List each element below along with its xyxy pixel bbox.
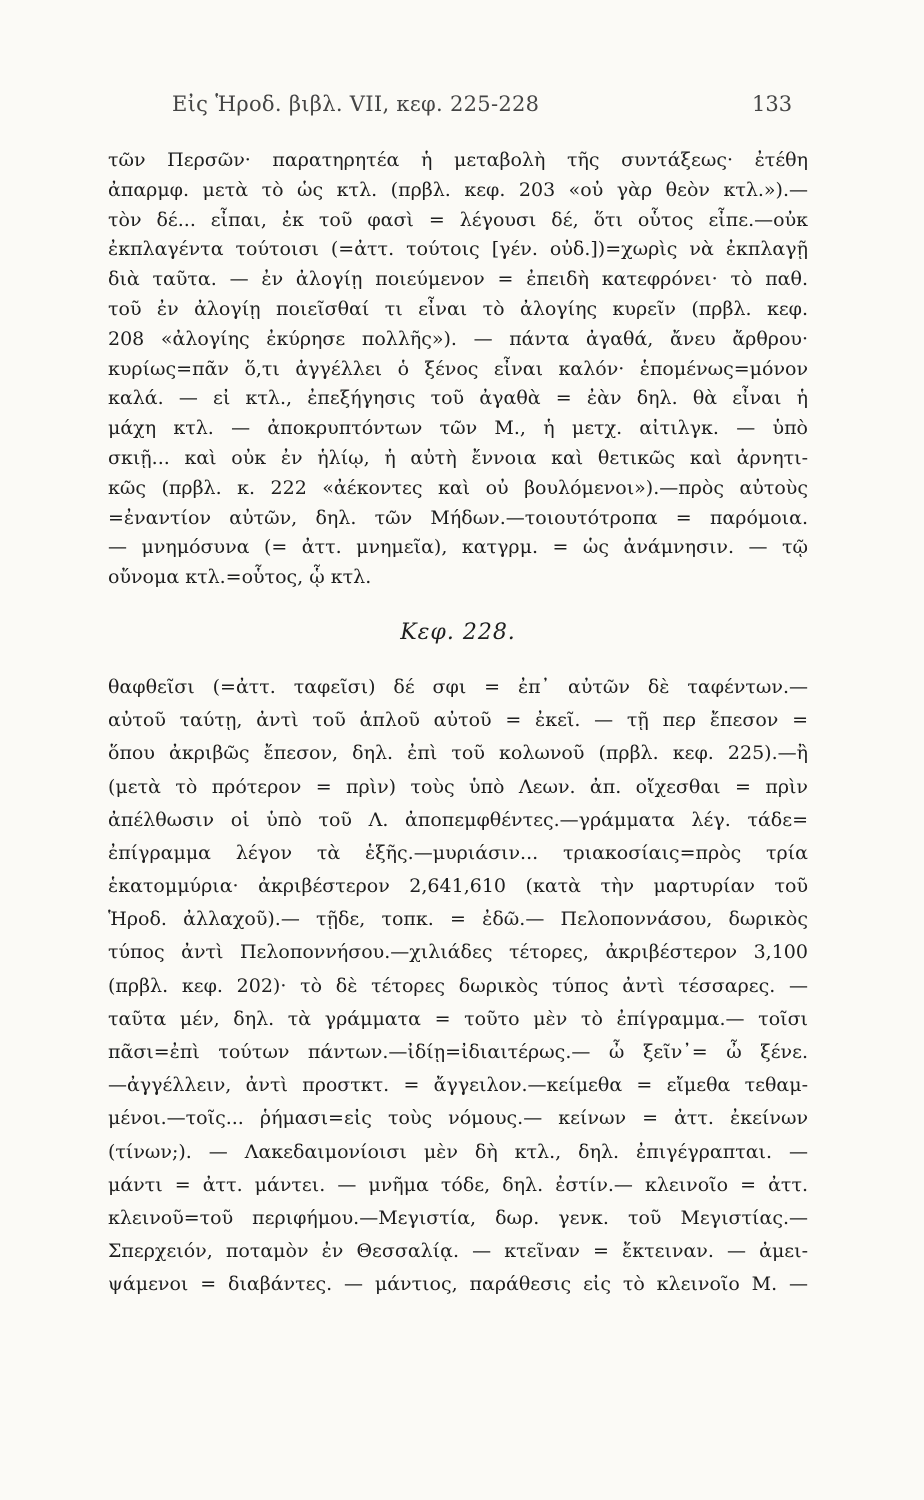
text-line: ἑκατομμύρια· ἀκριβέστερον 2,641,610 (κατὰ τὴν μαρτυρίαν τοῦ (108, 875, 808, 898)
text-line: τὸν δέ... εἶπαι, ἐκ τοῦ φασὶ = λέγουσι δέ, ὅτι οὗτος εἶπε.—οὐκ (108, 208, 808, 231)
text-line: τῶν Περσῶν· παρατηρητέα ἡ μεταβολὴ τῆς συντάξεως· ἐτέθη (108, 149, 808, 171)
text-line: αὐτοῦ ταύτῃ, ἀντὶ τοῦ ἁπλοῦ αὐτοῦ = ἐκεῖ. — τῇ περ ἔπεσον = (108, 709, 808, 732)
text-line: καλά. — εἰ κτλ., ἐπεξήγησις τοῦ ἀγαθὰ = ἐὰν δηλ. θὰ εἶναι ἡ (108, 387, 808, 410)
text-line: κῶς (πρβλ. κ. 222 «ἀέκοντες καὶ οὐ βουλόμενοι»).—πρὸς αὐτοὺς (108, 476, 808, 499)
page-number: 133 (752, 92, 793, 116)
section-heading: Κεφ. 228. (400, 619, 516, 645)
text-line: τοῦ ἐν ἀλογίῃ ποιεῖσθαί τι εἶναι τὸ ἀλογίης κυρεῖν (πρβλ. κεφ. (108, 297, 808, 320)
text-line: μάχη κτλ. — ἀποκρυπτόντων τῶν Μ., ἡ μετχ. αἰτιλγκ. — ὑπὸ (108, 417, 808, 440)
text-line: κυρίως=πᾶν ὅ,τι ἀγγέλλει ὁ ξένος εἶναι καλόν· ἑπομένως=μόνον (108, 357, 808, 380)
text-line: =ἐναντίον αὐτῶν, δηλ. τῶν Μήδων.—τοιουτότροπα = παρόμοια. (108, 506, 808, 529)
text-line: (πρβλ. κεφ. 202)· τὸ δὲ τέτορες δωρικὸς τύπος ἀντὶ τέσσαρες. — (108, 974, 808, 997)
text-line: 208 «ἀλογίης ἐκύρησε πολλῆς»). — πάντα ἀγαθά, ἄνευ ἄρθρου· (108, 327, 808, 350)
text-line: μάντι = ἀττ. μάντει. — μνῆμα τόδε, δηλ. ἐστίν.— κλεινοῖο = ἀττ. (108, 1173, 808, 1196)
text-line: (τίνων;). — Λακεδαιμονίοισι μὲν δὴ κτλ., δηλ. ἐπιγέγραπται. — (108, 1140, 808, 1163)
text-line: ὅπου ἀκριβῶς ἔπεσον, δηλ. ἐπὶ τοῦ κολωνοῦ (πρβλ. κεφ. 225).—ἢ (108, 742, 808, 765)
text-line: ἐπίγραμμα λέγον τὰ ἑξῆς.—μυριάσιν... τριακοσίαις=πρὸς τρία (108, 841, 808, 864)
text-line: σκιῇ... καὶ οὐκ ἐν ἡλίῳ, ἡ αὐτὴ ἔννοια καὶ θετικῶς καὶ ἀρνητι- (108, 446, 808, 469)
text-line: μένοι.—τοῖς... ῥήμασι=εἰς τοὺς νόμους.— κείνων = ἀττ. ἐκείνων (108, 1107, 808, 1130)
text-line: οὔνομα κτλ.=οὗτος, ᾧ κτλ. (108, 566, 372, 589)
text-line: Σπερχειόν, ποταμὸν ἐν Θεσσαλίᾳ. — κτεῖναν = ἔκτειναν. — ἀμει- (108, 1240, 808, 1263)
text-line: ψάμενοι = διαβάντες. — μάντιος, παράθεσις εἰς τὸ κλεινοῖο Μ. — (108, 1273, 808, 1296)
text-line: κλεινοῦ=τοῦ περιφήμου.—Μεγιστία, δωρ. γενκ. τοῦ Μεγιστίας.— (108, 1206, 808, 1229)
text-line: —ἀγγέλλειν, ἀντὶ προστκτ. = ἄγγειλον.—κείμεθα = εἴμεθα τεθαμ- (108, 1074, 808, 1097)
text-line: διὰ ταῦτα. — ἐν ἀλογίῃ ποιεύμενον = ἐπειδὴ κατεφρόνει· τὸ παθ. (108, 268, 808, 291)
text-line: ταῦτα μέν, δηλ. τὰ γράμματα = τοῦτο μὲν τὸ ἐπίγραμμα.— τοῖσι (108, 1007, 808, 1030)
text-line: τύπος ἀντὶ Πελοποννήσου.—χιλιάδες τέτορες, ἀκριβέστερον 3,100 (108, 941, 808, 964)
running-head (0, 92, 924, 126)
text-line: ἀπέλθωσιν οἱ ὑπὸ τοῦ Λ. ἀποπεμφθέντες.—γράμματα λέγ. τάδε= (108, 808, 808, 831)
text-line: πᾶσι=ἐπὶ τούτων πάντων.—ἰδίῃ=ἰδιαιτέρως.— ὦ ξεῖν᾽= ὦ ξένε. (108, 1041, 808, 1064)
page-body (108, 146, 808, 1302)
commentary-section-228 (108, 671, 808, 1302)
text-line: — μνημόσυνα (= ἀττ. μνημεῖα), κατγρμ. = ὡς ἀνάμνησιν. — τῷ (108, 536, 808, 559)
text-line: θαφθεῖσι (=ἀττ. ταφεῖσι) δέ σφι = ἐπ᾽ αὐτῶν δὲ ταφέντων.— (108, 675, 808, 698)
text-line: ἐκπλαγέντα τούτοισι (=ἀττ. τούτοις [γέν. οὐδ.])=χωρὶς νὰ ἐκπλαγῇ (108, 238, 808, 261)
running-title: Εἰς Ἡροδ. βιβλ. VII, κεφ. 225-228 (172, 92, 540, 116)
commentary-section-227 (108, 146, 808, 593)
text-line: Ἡροδ. ἀλλαχοῦ).— τῇδε, τοπκ. = ἐδῶ.— Πελοποννάσου, δωρικὸς (108, 908, 808, 931)
text-line: (μετὰ τὸ πρότερον = πρὶν) τοὺς ὑπὸ Λεων. ἀπ. οἴχεσθαι = πρὶν (108, 775, 808, 798)
text-line: ἀπαρμφ. μετὰ τὸ ὡς κτλ. (πρβλ. κεφ. 203 «οὐ γὰρ θεὸν κτλ.»).— (108, 178, 808, 201)
